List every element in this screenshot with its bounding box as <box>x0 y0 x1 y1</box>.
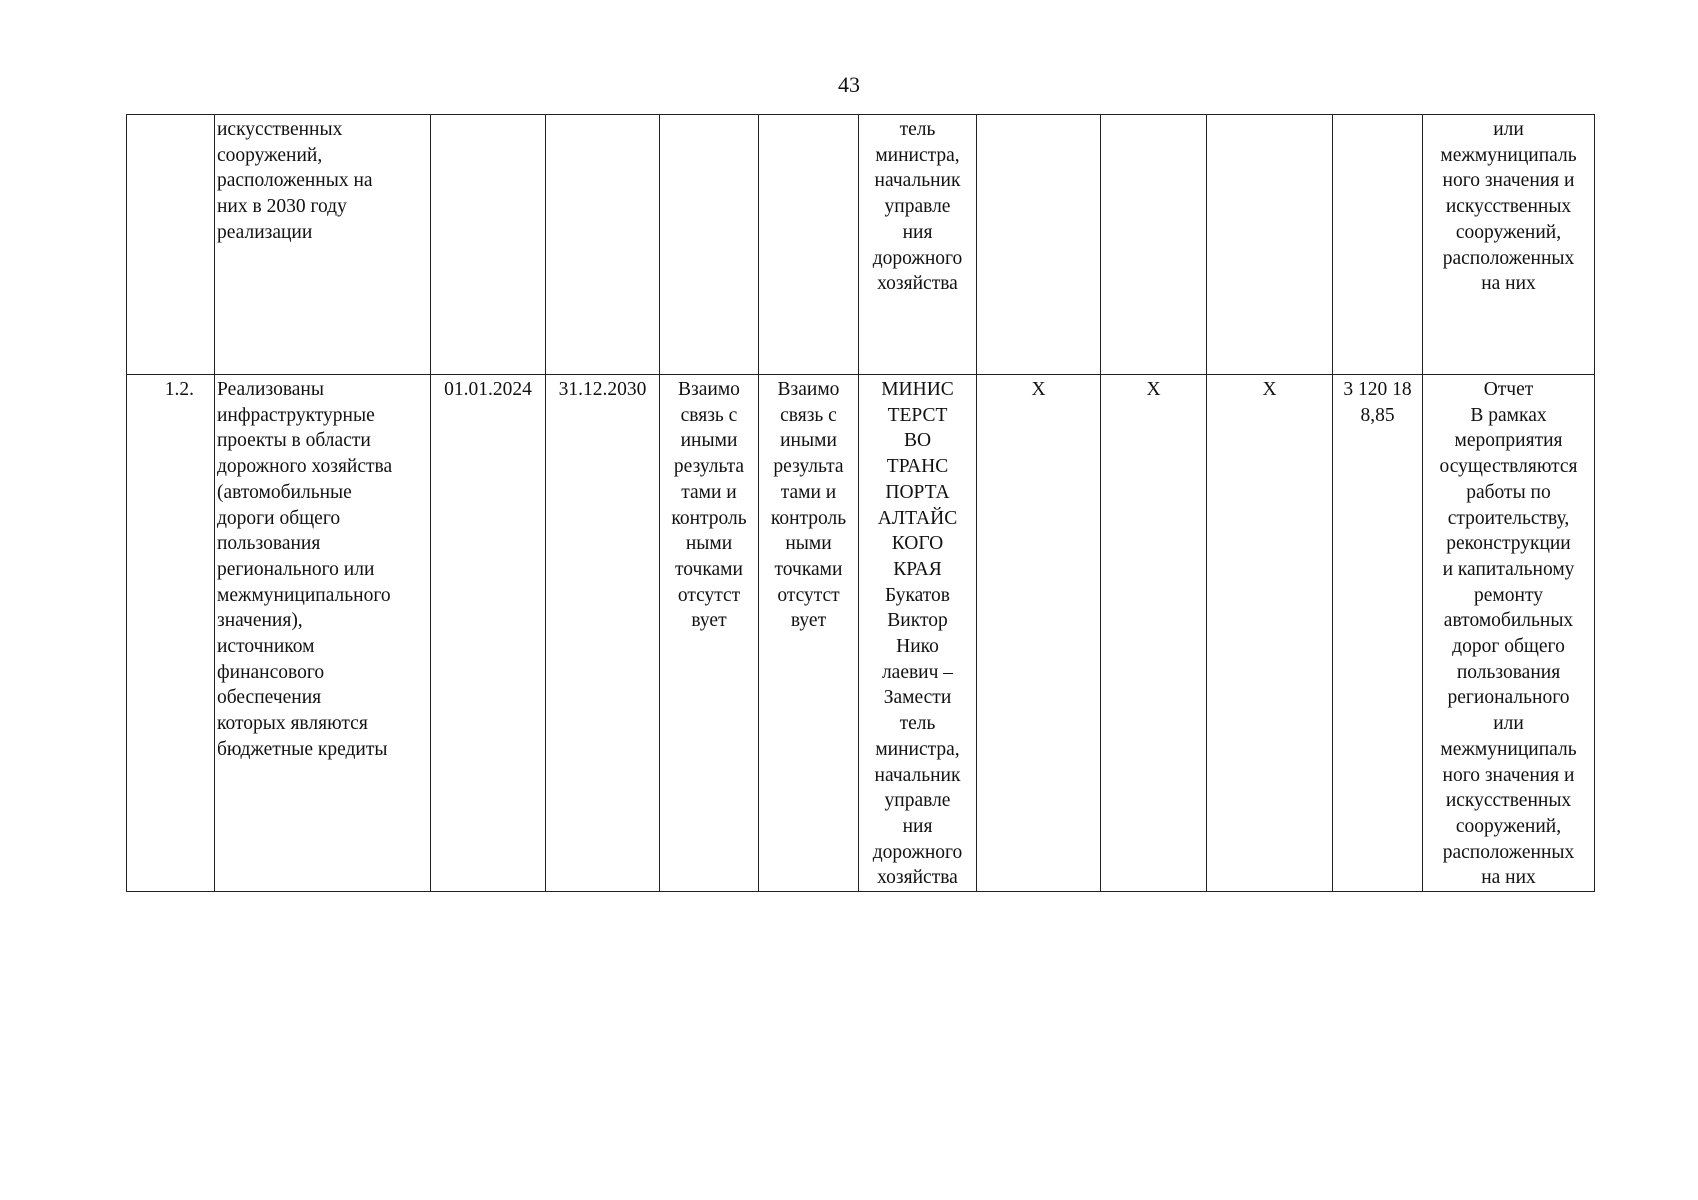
cell-number <box>127 115 215 375</box>
cell-result-description: или межмуниципаль ного значения и искусственных сооружений, расположенных на них <box>1423 115 1595 375</box>
cell-col8: Х <box>977 375 1101 892</box>
cell-start-date: 01.01.2024 <box>431 375 546 892</box>
cell-link-results <box>660 115 759 375</box>
cell-col8 <box>977 115 1101 375</box>
results-table <box>126 114 1595 892</box>
cell-result-name: искусственных сооружений, расположенных на них в 2030 году реализации <box>215 115 431 375</box>
cell-col10 <box>1207 115 1333 375</box>
table-row <box>127 375 1595 892</box>
cell-responsible: МИНИС ТЕРСТ ВО ТРАНС ПОРТА АЛТАЙС КОГО КРАЯ Букатов Виктор Нико лаевич – Замести тель министра, начальник управле ния дорожного хозяйства <box>859 375 977 892</box>
cell-col11 <box>1333 115 1423 375</box>
cell-col9: Х <box>1101 375 1207 892</box>
page-number: 43 <box>838 72 860 97</box>
cell-col10: Х <box>1207 375 1333 892</box>
cell-col11: 3 120 18 8,85 <box>1333 375 1423 892</box>
cell-result-description: Отчет В рамках мероприятия осуществляются работы по строительству, реконструкции и капитальному ремонту автомобильных дорог общего пользования регионального или межмуниципаль ного значения и искусственных сооружений, расположенных на них <box>1423 375 1595 892</box>
cell-end-date: 31.12.2030 <box>546 375 660 892</box>
cell-result-name: Реализованы инфраструктурные проекты в области дорожного хозяйства (автомобильные дороги общего пользования регионального или межмуниципального значения), источником финансового обеспечения которых являются бюджетные кредиты <box>215 375 431 892</box>
cell-responsible: тель министра, начальник управле ния дорожного хозяйства <box>859 115 977 375</box>
table-row <box>127 115 1595 375</box>
cell-link-points: Взаимо связь с иными результа тами и контроль ными точками отсутст вует <box>759 375 859 892</box>
cell-link-results: Взаимо связь с иными результа тами и контроль ными точками отсутст вует <box>660 375 759 892</box>
cell-col9 <box>1101 115 1207 375</box>
cell-link-points <box>759 115 859 375</box>
cell-number: 1.2. <box>127 375 215 892</box>
cell-start-date <box>431 115 546 375</box>
cell-end-date <box>546 115 660 375</box>
